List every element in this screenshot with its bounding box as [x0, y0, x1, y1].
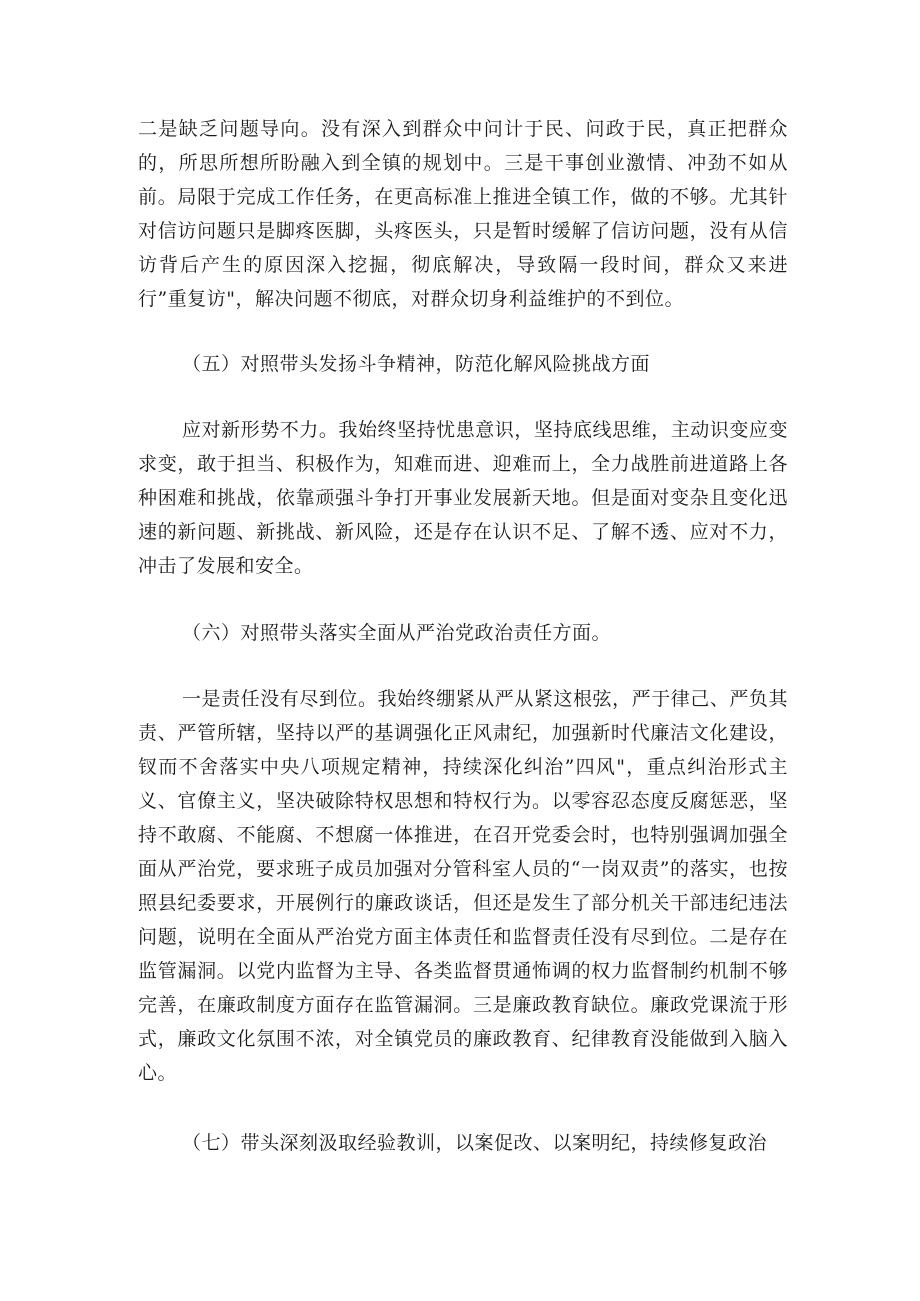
section-heading-5: （五）对照带头发扬斗争精神，防范化解风险挑战方面 [182, 353, 651, 375]
paragraph-new-situation: 应对新形势不力。我始终坚持忧患意识，坚持底线思维，主动识变应变求变，敢于担当、积极作为，知难而进、迎难而上，全力战胜前进道路上各种困难和挑战，依靠顽强斗争打开事业发展新天地。但是面对变杂且变化迅速的新问题、新挑战、新风险，还是存在认识不足、了解不透、应对不力，冲击了发展和安全。 [138, 419, 788, 577]
section-heading-7: （七）带头深刻汲取经验教训，以案促改、以案明纪，持续修复政治 [182, 1132, 768, 1154]
paragraph-problem-orientation: 二是缺乏问题导向。没有深入到群众中问计于民、问政于民，真正把群众的，所思所想所盼融入到全镇的规划中。三是干事创业激情、冲劲不如从前。局限于完成工作任务，在更高标准上推进全镇工作，做的不够。尤其针对信访问题只是脚疼医脚，头疼医头，只是暂时缓解了信访问题，没有从信访背后产生的原因深入挖掘，彻底解决，导致隔一段时间，群众又来进行”重复访"，解决问题不彻底，对群众切身利益维护的不到位。 [138, 118, 788, 310]
section-heading-6: （六）对照带头落实全面从严治党政治责任方面。 [182, 622, 612, 644]
paragraph-responsibility: 一是责任没有尽到位。我始终绷紧从严从紧这根弦，严于律己、严负其责、严管所辖，坚持以严的基调强化正风肃纪，加强新时代廉洁文化建设，钗而不舍落实中央八项规定精神，持续深化纠治”四风"，重点纠治形式主义、官僚主义，坚决破除特权思想和特权行为。以零容忍态度反腐惩恶，坚持不敢腐、不能腐、不想腐一体推进，在召开党委会时，也特别强调加强全面从严治党，要求班子成员加强对分管科室人员的“一岗双责”的落实，也按照县纪委要求，开展例行的廉政谈话，但还是发生了部分机关干部违纪违法问题，说明在全面从严治党方面主体责任和监督责任没有尽到位。二是存在监管漏洞。以党内监督为主导、各类监督贯通怖调的权力监督制约机制不够完善，在廉政制度方面存在监管漏洞。三是廉政教育缺位。廉政党课流于形式，廉政文化氛围不浓，对全镇党员的廉政教育、纪律教育没能做到入脑入心。 [138, 688, 788, 1084]
